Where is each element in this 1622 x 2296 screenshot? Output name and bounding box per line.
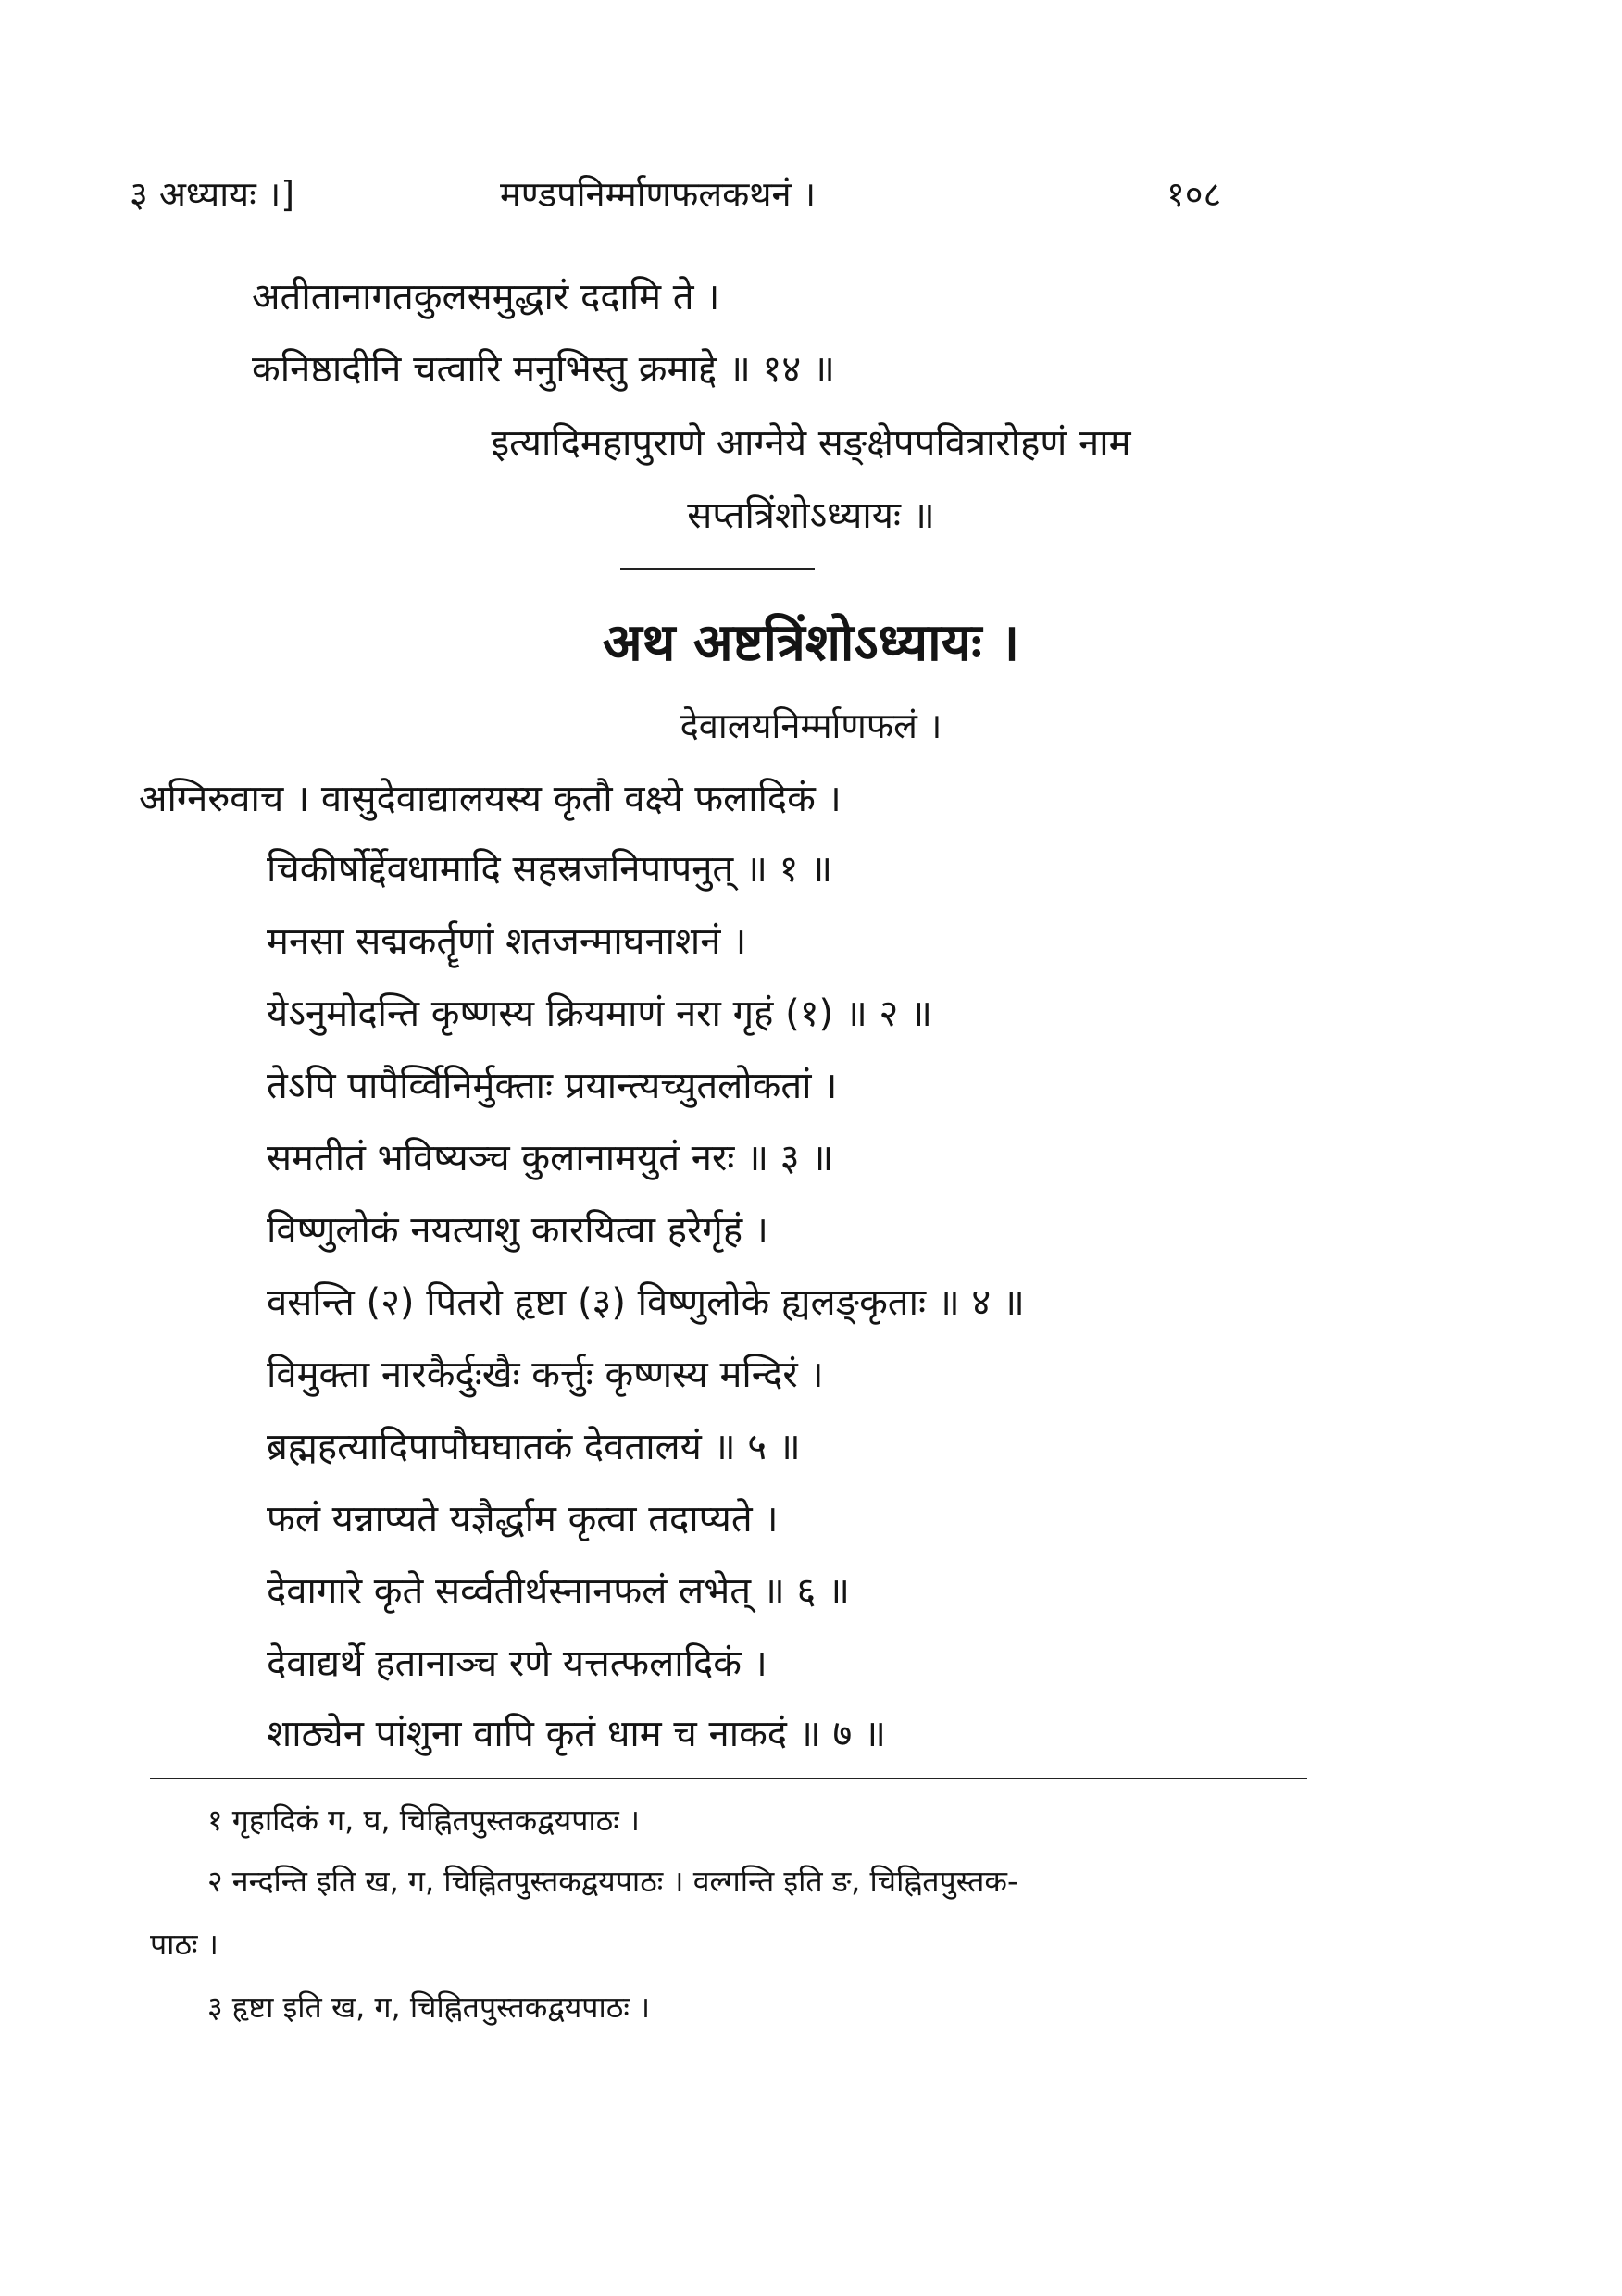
verse-line: तेऽपि पापैर्व्विनिर्मुक्ताः प्रयान्त्यच्युतलोकतां । <box>267 1065 838 1107</box>
verse-line: देवागारे कृते सर्व्वतीर्थस्नानफलं लभेत् ॥ ६ ॥ <box>267 1570 850 1613</box>
verse-line: चिकीर्षोर्द्देवधामादि सहस्रजनिपापनुत् ॥ १ ॥ <box>267 848 833 891</box>
footnote: १ गृहादिकं ग, घ, चिह्नितपुस्तकद्वयपाठः । <box>207 1803 641 1838</box>
colophon-line: इत्यादिमहापुराणे आग्नेये सङ्क्षेपपवित्रारोहणं नाम <box>491 422 1131 465</box>
verse-line: विमुक्ता नारकैर्दुःखैः कर्त्तुः कृष्णस्य मन्दिरं । <box>267 1354 824 1396</box>
verse-line: कनिष्ठादीनि चत्वारि मनुभिस्तु क्रमाद्दे ॥ १४ ॥ <box>252 348 835 391</box>
chapter-subtitle: देवालयनिर्म्माणफलं । <box>680 705 942 746</box>
verse-line: ब्रह्महत्यादिपापौघघातकं देवतालयं ॥ ५ ॥ <box>267 1426 801 1468</box>
footnote-continuation: पाठः । <box>150 1927 218 1962</box>
running-header-title: मण्डपनिर्म्माणफलकथनं । <box>500 174 817 215</box>
colophon-line: सप्तत्रिंशोऽध्यायः ॥ <box>687 494 935 537</box>
verse-line: फलं यन्नाप्यते यज्ञैर्द्धाम कृत्वा तदाप्यते । <box>267 1498 779 1541</box>
verse-line: अतीतानागतकुलसमुद्धारं ददामि ते । <box>252 276 720 318</box>
running-header-left: ३ अध्यायः ।] <box>130 174 295 215</box>
verse-line: विष्णुलोकं नयत्याशु कारयित्वा हरेर्गृहं । <box>267 1209 768 1252</box>
verse-line: समतीतं भविष्यञ्च कुलानामयुतं नरः ॥ ३ ॥ <box>267 1137 834 1179</box>
verse-line: देवाद्यर्थे हतानाञ्च रणे यत्तत्फलादिकं । <box>267 1642 767 1685</box>
verse-line: मनसा सद्मकर्तॄणां शतजन्माघनाशनं । <box>267 920 747 963</box>
opening-line: अग्निरुवाच । वासुदेवाद्यालयस्य कृतौ वक्ष्ये फलादिकं । <box>139 778 842 820</box>
chapter-separator-rule <box>620 568 815 570</box>
page-number: १०८ <box>1167 174 1222 215</box>
verse-line: शाठ्येन पांशुना वापि कृतं धाम च नाकदं ॥ ७ ॥ <box>267 1713 886 1755</box>
footnote: ३ हृष्टा इति ख, ग, चिह्नितपुस्तकद्वयपाठः । <box>207 1990 651 2025</box>
footnote: २ नन्दन्ति इति ख, ग, चिह्नितपुस्तकद्वयपाठः । वल्गन्ति इति ङ, चिह्नितपुस्तक- <box>207 1864 1018 1899</box>
chapter-title: अथ अष्टत्रिंशोऽध्यायः । <box>602 613 1020 673</box>
verse-line: येऽनुमोदन्ति कृष्णस्य क्रियमाणं नरा गृहं (१) ॥ २ ॥ <box>267 992 932 1035</box>
verse-line: वसन्ति (२) पितरो हृष्टा (३) विष्णुलोके ह्यलङ्कृताः ॥ ४ ॥ <box>267 1281 1025 1324</box>
footnote-rule <box>150 1778 1307 1779</box>
